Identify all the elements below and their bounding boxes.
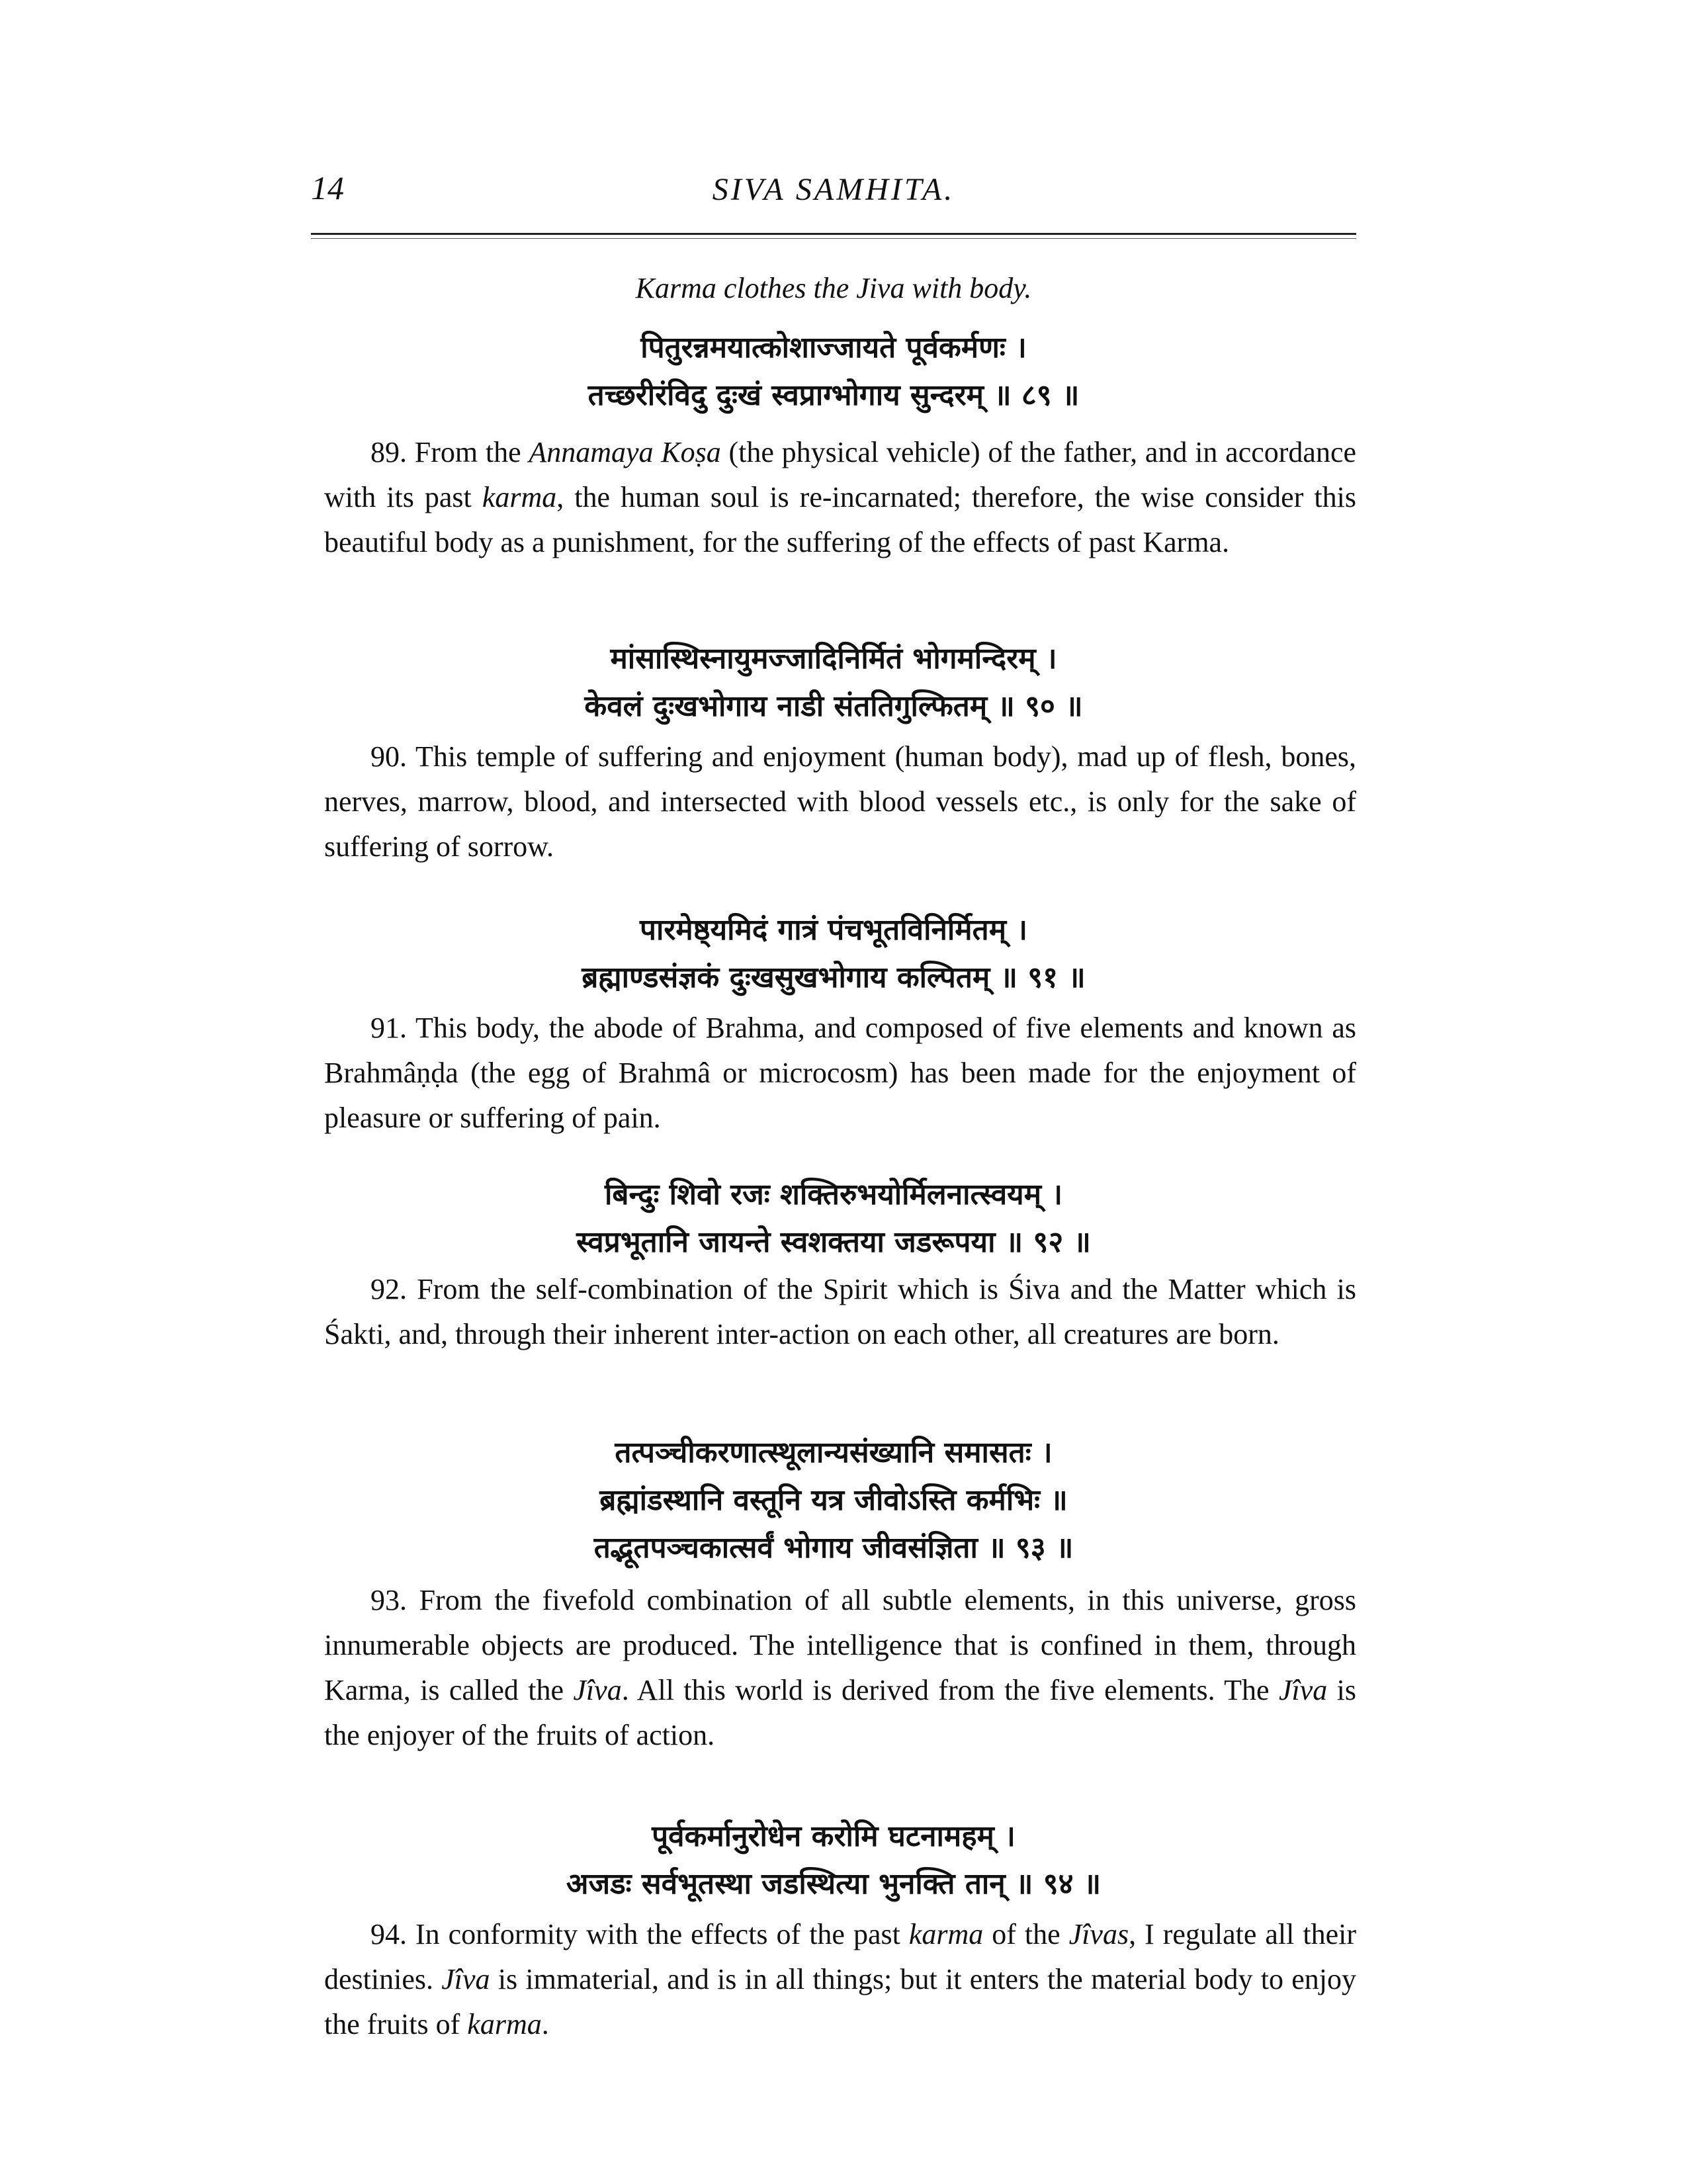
verse-line: केवलं दुःखभोगाय नाडी संततिगुल्फितम् ॥ ९० ॥ <box>584 689 1083 723</box>
verse-line: स्वप्रभूतानि जायन्ते स्वशक्तया जडरूपया ॥ ९२ ॥ <box>576 1225 1091 1259</box>
verse-line: मांसास्थिस्नायुमज्जादिनिर्मितं भोगमन्दिरम् । <box>610 642 1057 676</box>
verse-93 <box>311 1429 1356 1572</box>
verse-92 <box>311 1171 1356 1266</box>
verse-89 <box>311 324 1356 419</box>
verse-line: बिन्दुः शिवो रजः शक्तिरुभयोर्मिलनात्स्वयम् । <box>604 1178 1062 1211</box>
page-header <box>311 169 1356 222</box>
verse-line: पितुरन्नमयात्कोशाज्जायते पूर्वकर्मणः । <box>640 331 1027 365</box>
verse-line: तत्पञ्चीकरणात्स्थूलान्यसंख्यानि समासतः । <box>615 1436 1053 1469</box>
verse-line: अजडः सर्वभूतस्था जडस्थित्या भुनक्ति तान् ॥ ९४ ॥ <box>566 1867 1102 1901</box>
verse-line: तद्भूतपञ्चकात्सर्वं भोगाय जीवसंज्ञिता ॥ ९३ ॥ <box>593 1531 1074 1565</box>
header-rule <box>311 233 1356 235</box>
paragraph-92: 92. From the self-combination of the Spirit which is Śiva and the Matter which is Śakti, and, through their inherent inter-action on each other, all creatures are born. <box>324 1273 1356 1350</box>
verse-line: तच्छरीरंविदु दुःखं स्वप्राग्भोगाय सुन्दरम् ॥ ८९ ॥ <box>587 378 1080 412</box>
header-rule-thin <box>311 238 1356 239</box>
verse-line: ब्रह्मांडस्थानि वस्तूनि यत्र जीवोऽस्ति कर्मभिः ॥ <box>599 1483 1068 1517</box>
verse-line: पूर्वकर्मानुरोधेन करोमि घटनामहम् । <box>652 1819 1016 1853</box>
paragraph-89: 89. From the Annamaya Koṣa (the physical vehicle) of the father, and in accordance with its past karma, the human soul is re-incarnated; therefore, the wise consider this beautiful body as a punishment, for the suffering of the effects of past Karma. <box>324 436 1356 558</box>
verse-number: 89. <box>370 436 407 468</box>
running-title: SIVA SAMHITA. <box>712 172 955 207</box>
paragraph-94: 94. In conformity with the effects of the past karma of the Jîvas, I regulate all their destinies. Jîva is immaterial, and is in all things; but it enters the material body to enjoy the fruits of karma. <box>324 1918 1357 2040</box>
page-number: 14 <box>311 169 344 206</box>
paragraph-90: 90. This temple of suffering and enjoyment (human body), mad up of flesh, bones, nerves, marrow, blood, and intersected with blood vessels etc., is only for the sake of suffering of sorrow. <box>324 740 1356 863</box>
section-heading: Karma clothes the Jiva with body. <box>635 272 1032 304</box>
paragraph-91: 91. This body, the abode of Brahma, and composed of five elements and known as Brahmâṇḍa (the egg of Brahmâ or microcosm) has been made for the enjoyment of pleasure or suffering of pain. <box>324 1012 1356 1134</box>
verse-line: ब्रह्माण्डसंज्ञकं दुःखसुखभोगाय कल्पितम् ॥ ९१ ॥ <box>582 961 1086 994</box>
verse-90 <box>311 635 1356 730</box>
verse-91 <box>311 906 1356 1002</box>
verse-line: पारमेष्ठ्यमिदं गात्रं पंचभूतविनिर्मितम् । <box>639 913 1027 947</box>
verse-94 <box>311 1813 1356 1908</box>
paragraph-93: 93. From the fivefold combination of all subtle elements, in this universe, gross innumerable objects are produced. The intelligence that is confined in them, through Karma, is called the Jîva. All this world is derived from the five elements. The Jîva is the enjoyer of the fruits of action. <box>324 1584 1356 1751</box>
